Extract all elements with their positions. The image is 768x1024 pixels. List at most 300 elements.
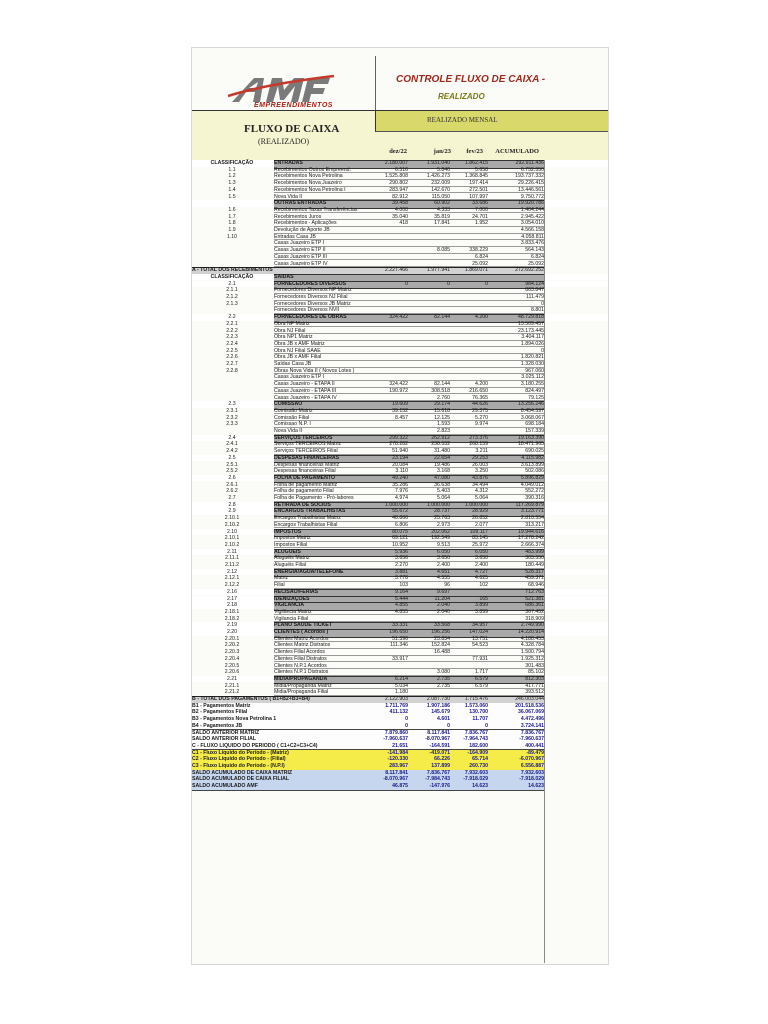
row-value: 4.555 bbox=[437, 575, 450, 582]
row-value: 1.977.941 bbox=[426, 267, 450, 274]
row-value: 5.270 bbox=[475, 414, 488, 421]
table-row bbox=[192, 575, 608, 582]
row-value: 6.556.887 bbox=[520, 763, 544, 769]
row-value: 14.623 bbox=[528, 783, 544, 790]
row-value: -7.960.637 bbox=[519, 736, 544, 743]
row-classification: 2.1.1 bbox=[226, 287, 238, 294]
row-value: -89.479 bbox=[526, 749, 544, 756]
row-value: 13.509.457 bbox=[518, 320, 544, 327]
row-description: B - TOTAL DOS PAGAMENTOS ( B1+B2+B3+B4) bbox=[192, 696, 310, 702]
row-value: 712.763 bbox=[525, 588, 544, 595]
row-description: Recebimentos Outros Empreend. bbox=[274, 166, 351, 173]
row-value: 9.750.772 bbox=[520, 193, 544, 200]
row-value: 3.833.476 bbox=[520, 240, 544, 247]
row-value: 3.881 bbox=[395, 568, 408, 575]
row-value: 2.400 bbox=[475, 562, 488, 568]
row-description: PLANO SAÚDE TICKET bbox=[274, 622, 332, 629]
table-row bbox=[192, 703, 608, 710]
table-row bbox=[192, 321, 608, 328]
row-classification: CLASSIFICAÇÃO bbox=[210, 273, 254, 280]
row-value: 3.211 bbox=[475, 448, 488, 455]
row-value: 2.040 bbox=[437, 602, 450, 609]
row-description: Comissao N.P. I bbox=[274, 421, 311, 428]
table-row bbox=[192, 529, 608, 536]
row-value: 83.145 bbox=[472, 535, 488, 542]
row-value: -8.070.967 bbox=[383, 776, 408, 783]
table-row bbox=[192, 180, 608, 187]
row-description: FOLHA DE PAGAMENTO bbox=[274, 474, 335, 481]
row-description: ENERGIA/AGUA/TELEFONE bbox=[274, 568, 344, 575]
table-row bbox=[192, 247, 608, 254]
row-classification: 2.9 bbox=[228, 508, 236, 515]
row-description: Nova Vida II bbox=[274, 428, 303, 434]
row-classification: 2.10.2 bbox=[224, 541, 240, 548]
row-value: 1.000.000 bbox=[384, 501, 408, 508]
row-value: 1.894.026 bbox=[520, 340, 544, 347]
row-value: 262.912 bbox=[431, 434, 450, 441]
row-value: 483.999 bbox=[525, 548, 544, 555]
row-value: 2.823 bbox=[437, 428, 450, 434]
row-value: 2.077 bbox=[475, 521, 488, 528]
row-value: 278.282 bbox=[389, 441, 408, 448]
row-value: 31.480 bbox=[434, 448, 450, 455]
row-value: 8.117.841 bbox=[385, 769, 408, 776]
row-value: 68.946 bbox=[528, 582, 544, 589]
row-value: 2.973 bbox=[437, 521, 450, 528]
row-value: 2.666.374 bbox=[520, 541, 544, 548]
row-value: 812.303 bbox=[525, 675, 544, 682]
row-description: MIDIA/PROPAGANDA bbox=[274, 675, 328, 682]
table-row bbox=[192, 750, 608, 757]
row-value: 196.256 bbox=[431, 629, 450, 635]
table-row bbox=[192, 475, 608, 482]
table-title: FLUXO DE CAIXA bbox=[244, 123, 340, 135]
row-value: 34.494 bbox=[472, 481, 488, 488]
row-value: 3.080 bbox=[437, 669, 450, 676]
table-row bbox=[192, 395, 608, 402]
row-value: 55.672 bbox=[392, 508, 408, 515]
row-description: Fornecedores Diversos NP Matriz bbox=[274, 287, 352, 294]
row-value: 19.163.390 bbox=[518, 434, 544, 441]
row-value: -7.918.029 bbox=[519, 776, 544, 783]
row-value: 157.339 bbox=[525, 428, 544, 434]
report-sheet bbox=[191, 47, 609, 965]
row-value: 19.920.786 bbox=[518, 200, 544, 207]
table-row bbox=[192, 515, 608, 522]
row-classification: 2.1.2 bbox=[226, 294, 238, 300]
table-row bbox=[192, 636, 608, 643]
row-classification: 2.2.6 bbox=[226, 354, 238, 361]
row-value: -147.976 bbox=[429, 783, 450, 790]
row-value: 3.054.010 bbox=[520, 220, 544, 227]
row-description: Folha de pagamento Filial bbox=[274, 488, 334, 495]
row-classification: 2.6.1 bbox=[226, 481, 238, 488]
row-description: SALDO ACUMULADO DE CAIXA FILIAL bbox=[192, 776, 290, 783]
row-classification: 2.10.2 bbox=[224, 521, 240, 528]
row-classification: 2.21 bbox=[226, 675, 238, 682]
row-classification: 2.2.4 bbox=[226, 340, 238, 347]
row-value: -120.330 bbox=[387, 756, 408, 763]
report-subtitle: REALIZADO bbox=[438, 92, 485, 101]
row-value: 5.936 bbox=[395, 548, 408, 555]
row-value: 202.062 bbox=[431, 528, 450, 535]
row-value: 552.272 bbox=[525, 488, 544, 495]
row-value: 13.446.561 bbox=[518, 186, 544, 193]
row-classification: 2.12.1 bbox=[224, 575, 240, 582]
row-value: 230.532 bbox=[431, 441, 450, 448]
row-classification: 2.10 bbox=[226, 528, 238, 535]
table-row bbox=[192, 361, 608, 368]
table-row bbox=[192, 676, 608, 683]
row-classification: 2.5.2 bbox=[226, 468, 238, 475]
row-value: 196.650 bbox=[389, 629, 408, 635]
row-value: 3.404.117 bbox=[521, 334, 544, 341]
table-row bbox=[192, 234, 608, 241]
row-value: 8.117.841 bbox=[427, 729, 450, 736]
table-row bbox=[192, 609, 608, 616]
row-value: 1.925.312 bbox=[520, 655, 544, 662]
row-value: 2.122.903 bbox=[384, 696, 408, 702]
row-value: 165 bbox=[479, 595, 488, 602]
row-value: 197.414 bbox=[469, 180, 488, 187]
table-row bbox=[192, 562, 608, 569]
row-value: 260.730 bbox=[469, 763, 488, 769]
row-description: Fornecedores Diversos JB Matriz bbox=[274, 300, 351, 307]
row-value: 111.479 bbox=[526, 294, 544, 300]
row-value: 272.692.252 bbox=[515, 267, 544, 274]
row-value: 180.449 bbox=[525, 562, 544, 568]
row-description: Obra NJ Filial bbox=[274, 327, 306, 334]
row-description: B2 - Pagamentos Filial bbox=[192, 709, 248, 716]
table-row bbox=[192, 482, 608, 489]
row-value: 8.085 bbox=[437, 247, 450, 254]
row-classification: 2.16 bbox=[226, 588, 238, 595]
table-row bbox=[192, 167, 608, 174]
row-value: 192.549 bbox=[431, 535, 450, 542]
row-value: 5.064 bbox=[475, 495, 488, 501]
row-description: Despesas financeiras Matriz bbox=[274, 461, 340, 468]
row-description: Casas Juazeiro - ETAPA II bbox=[274, 381, 335, 388]
row-description: FORNECEDORES DIVERSOS bbox=[274, 280, 347, 287]
row-value: 26.852 bbox=[472, 515, 488, 522]
row-value: 5.444 bbox=[395, 595, 408, 602]
row-value: 863.847 bbox=[525, 287, 544, 294]
row-description: Impostos Filial bbox=[274, 541, 308, 548]
row-description: Despesas financeiras Filial bbox=[274, 468, 336, 475]
table-row bbox=[192, 743, 608, 750]
row-classification: 2.2.1 bbox=[226, 320, 238, 327]
row-value: 318.909 bbox=[525, 615, 544, 622]
row-value: 26.003 bbox=[472, 461, 488, 468]
table-row bbox=[192, 756, 608, 763]
row-value: 36.067.069 bbox=[518, 709, 544, 716]
row-value: 564.143 bbox=[525, 247, 544, 254]
row-value: 0 bbox=[541, 300, 544, 307]
row-value: 6.579 bbox=[475, 675, 488, 682]
row-value: 96 bbox=[444, 582, 450, 589]
row-value: 13.256.246 bbox=[518, 401, 544, 408]
table-row bbox=[192, 334, 608, 341]
row-value: 1.711.769 bbox=[385, 702, 408, 709]
table-row bbox=[192, 341, 608, 348]
row-classification: 1.6 bbox=[228, 206, 236, 213]
row-value: 5.403 bbox=[437, 488, 450, 495]
row-value: 4.200 bbox=[475, 381, 488, 388]
row-description: Clientes N.P.1 Acordos bbox=[274, 662, 327, 669]
row-value: 14.220.914 bbox=[518, 629, 544, 635]
row-value: 12.125 bbox=[434, 414, 450, 421]
row-value: 3.168 bbox=[437, 468, 450, 475]
table-row bbox=[192, 421, 608, 428]
row-value: 7.932.603 bbox=[520, 769, 544, 776]
row-value: 4.651 bbox=[437, 568, 450, 575]
row-description: Comissão Filial bbox=[274, 414, 310, 421]
row-value: 80.075 bbox=[392, 528, 408, 535]
row-classification: 2.2 bbox=[228, 314, 236, 321]
row-value: 5.846 bbox=[437, 166, 450, 173]
row-value: 268.159 bbox=[469, 441, 488, 448]
row-classification: 1.9 bbox=[228, 227, 236, 233]
row-classification: 1.7 bbox=[228, 213, 236, 220]
row-value: 152.824 bbox=[431, 642, 450, 649]
row-value: 411.132 bbox=[389, 709, 408, 716]
table-row bbox=[192, 629, 608, 636]
row-value: 1.000.000 bbox=[464, 501, 488, 508]
row-description: SALDO ACUMULADO AMF bbox=[192, 783, 258, 790]
table-row bbox=[192, 776, 608, 783]
row-value: 3.656 bbox=[395, 555, 408, 562]
row-value: 1.328.030 bbox=[520, 361, 544, 367]
row-value: 51.940 bbox=[392, 448, 408, 455]
table-row bbox=[192, 207, 608, 214]
table-row bbox=[192, 462, 608, 469]
row-value: 4.188.453 bbox=[520, 635, 544, 642]
row-value: 2.945.422 bbox=[520, 213, 544, 220]
row-value: 7.932.603 bbox=[464, 769, 488, 776]
table-row bbox=[192, 374, 608, 381]
row-description: Clientes Filial Acordos bbox=[274, 649, 326, 656]
table-row bbox=[192, 415, 608, 422]
row-value: 3.025.112 bbox=[521, 374, 544, 381]
row-description: Serviços TERCEIROS Matriz bbox=[274, 441, 342, 448]
row-value: 272.501 bbox=[469, 186, 488, 193]
row-classification: 2.3 bbox=[228, 401, 236, 408]
row-value: -8.070.967 bbox=[425, 736, 450, 743]
row-value: 29.226.415 bbox=[518, 180, 544, 187]
row-value: 3.250 bbox=[475, 468, 488, 475]
row-classification: 2.8 bbox=[228, 501, 236, 508]
row-value: 102 bbox=[479, 582, 488, 589]
row-value: 967.060 bbox=[525, 367, 544, 374]
row-value: 49.240 bbox=[392, 474, 408, 481]
table-row bbox=[192, 596, 608, 603]
table-row bbox=[192, 448, 608, 455]
row-classification: 1.1 bbox=[228, 166, 236, 173]
row-value: -6.070.967 bbox=[519, 756, 544, 763]
row-description: SAÍDAS bbox=[274, 273, 294, 280]
row-value: 6.824 bbox=[475, 253, 488, 260]
row-value: 301.483 bbox=[525, 662, 544, 669]
row-classification: CLASSIFICAÇÃO bbox=[210, 160, 254, 166]
table-row bbox=[192, 160, 608, 167]
table-row bbox=[192, 301, 608, 308]
row-classification: 2.3.3 bbox=[226, 421, 238, 428]
row-value: 6.214 bbox=[395, 675, 408, 682]
row-value: 190.972 bbox=[389, 387, 408, 394]
row-value: 686.361 bbox=[525, 602, 544, 609]
row-description: C1 - Fluxo Líquido do Período - (Matriz) bbox=[192, 749, 289, 756]
row-value: 2.810.554 bbox=[520, 515, 544, 522]
table-row bbox=[192, 649, 608, 656]
row-description: Clientes Matriz Acordos bbox=[274, 635, 329, 642]
row-value: 292.911.436 bbox=[515, 160, 544, 166]
table-row bbox=[192, 589, 608, 596]
row-classification: 2.21.1 bbox=[224, 682, 240, 689]
row-value: 2.180.007 bbox=[384, 160, 408, 166]
row-value: -7.918.029 bbox=[463, 776, 488, 783]
row-value: 11.204 bbox=[434, 595, 450, 602]
row-classification: 1.8 bbox=[228, 220, 236, 227]
row-value: 65.714 bbox=[472, 756, 488, 763]
row-value: 28.737 bbox=[434, 508, 450, 515]
row-value: 418 bbox=[399, 220, 408, 227]
row-description: B4 - Pagamentos JB bbox=[192, 722, 243, 729]
row-value: 4.855 bbox=[395, 608, 408, 615]
row-description: Casas Juazeiro ETP II bbox=[274, 247, 326, 254]
row-classification: 2.7 bbox=[228, 495, 236, 501]
row-classification: 2.6.2 bbox=[226, 488, 238, 495]
row-value: 390.316 bbox=[525, 495, 544, 501]
table-row bbox=[192, 522, 608, 529]
row-value: 23.194 bbox=[392, 454, 408, 461]
row-value: 3.899 bbox=[475, 602, 488, 609]
row-classification: 2.12.2 bbox=[224, 582, 240, 589]
table-row bbox=[192, 267, 608, 274]
row-value: 2.400 bbox=[437, 562, 450, 568]
row-value: 0 bbox=[405, 280, 408, 287]
row-value: 1.000.000 bbox=[426, 501, 450, 508]
table-row bbox=[192, 388, 608, 395]
row-description: ALUGUEIS bbox=[274, 548, 301, 555]
row-description: ENTRADAS bbox=[274, 160, 303, 166]
row-value: 34.957 bbox=[472, 622, 488, 629]
table-row bbox=[192, 328, 608, 335]
row-value: 4.566.158 bbox=[520, 227, 544, 233]
row-value: 8.457 bbox=[395, 414, 408, 421]
row-value: 7.836.767 bbox=[520, 729, 544, 736]
table-row bbox=[192, 187, 608, 194]
row-value: 18.471.965 bbox=[518, 441, 544, 448]
table-row bbox=[192, 314, 608, 321]
row-description: Aluguéis Filial bbox=[274, 562, 307, 568]
row-value: 39.152 bbox=[392, 407, 408, 414]
table-row bbox=[192, 508, 608, 515]
row-classification: 2.1 bbox=[228, 280, 236, 287]
row-value: 5.034 bbox=[395, 682, 408, 689]
table-row bbox=[192, 602, 608, 609]
row-classification: 1.4 bbox=[228, 186, 236, 193]
row-value: 17.841 bbox=[434, 220, 450, 227]
row-classification: 2.11.2 bbox=[224, 562, 240, 568]
row-classification: 2.6 bbox=[228, 474, 236, 481]
row-value: 47.080 bbox=[434, 474, 450, 481]
row-value: 4.328.784 bbox=[520, 642, 544, 649]
row-value: 232.009 bbox=[431, 180, 450, 187]
row-value: 201.518.536 bbox=[515, 702, 544, 709]
row-classification: 1.10 bbox=[226, 233, 238, 240]
row-value: 521.381 bbox=[525, 595, 544, 602]
row-value: 283.947 bbox=[389, 186, 408, 193]
row-description: Casas Juazeiro - ETAPA IV bbox=[274, 394, 337, 401]
row-classification: 2.19 bbox=[226, 622, 238, 629]
table-row bbox=[192, 227, 608, 234]
row-value: 1.820.821 bbox=[520, 354, 544, 361]
table-row bbox=[192, 354, 608, 361]
row-value: 117.269.879 bbox=[515, 501, 544, 508]
row-value: 4.601 bbox=[437, 716, 450, 723]
row-value: 4.333 bbox=[437, 206, 450, 213]
row-value: 9.697 bbox=[437, 588, 450, 595]
row-value: 3.650 bbox=[475, 555, 488, 562]
row-value: 25.092 bbox=[472, 260, 488, 267]
row-value: 19.486 bbox=[434, 461, 450, 468]
row-value: -419.071 bbox=[429, 749, 450, 756]
row-value: 299.322 bbox=[389, 434, 408, 441]
row-classification: 2.11.1 bbox=[224, 555, 240, 562]
row-value: 6.806 bbox=[395, 521, 408, 528]
row-value: 51.396 bbox=[392, 635, 408, 642]
row-value: 44.626 bbox=[472, 401, 488, 408]
row-value: 984.124 bbox=[525, 280, 544, 287]
row-description: Recebimentos Nova Petrolina I bbox=[274, 186, 346, 193]
row-value: 4.472.496 bbox=[520, 716, 544, 723]
row-value: 0 bbox=[405, 722, 408, 729]
table-right-border bbox=[544, 160, 545, 963]
row-value: 0 bbox=[541, 347, 544, 354]
row-value: 7.000 bbox=[475, 206, 488, 213]
row-value: 147.024 bbox=[469, 629, 488, 635]
row-value: 66.226 bbox=[434, 756, 450, 763]
row-value: 400.441 bbox=[525, 742, 544, 749]
period-header-label: REALIZADO MENSAL bbox=[427, 116, 498, 124]
table-row bbox=[192, 582, 608, 589]
row-description: Fornecedores Diversos NJ Filial bbox=[274, 294, 348, 300]
row-value: 19.609 bbox=[392, 401, 408, 408]
row-value: 1.931.040 bbox=[426, 160, 450, 166]
row-value: 0 bbox=[485, 722, 488, 729]
row-value: 14.623 bbox=[472, 783, 488, 790]
table-row bbox=[192, 240, 608, 247]
row-value: 46.875 bbox=[392, 783, 408, 790]
table-row bbox=[192, 214, 608, 221]
row-value: 3.899 bbox=[475, 608, 488, 615]
row-value: 6.516 bbox=[395, 166, 408, 173]
row-value: 3.613.899 bbox=[520, 461, 544, 468]
table-row bbox=[192, 428, 608, 435]
row-value: 4.049.012 bbox=[520, 481, 544, 488]
cash-flow-table bbox=[192, 160, 608, 963]
row-value: 6.824 bbox=[531, 253, 544, 260]
table-subtitle: (REALIZADO) bbox=[258, 137, 310, 146]
row-value: 2.735 bbox=[437, 675, 450, 682]
row-value: 5.064 bbox=[437, 495, 450, 501]
row-description: Recebimentos Nova Juazeiro bbox=[274, 180, 342, 187]
row-value: 9.974 bbox=[475, 421, 488, 428]
row-description: Obras Nova Vida II ( Novos Lotes ) bbox=[274, 367, 355, 374]
row-value: 48.729.818 bbox=[518, 314, 544, 321]
table-row bbox=[192, 495, 608, 502]
row-value: 11.707 bbox=[472, 716, 488, 723]
